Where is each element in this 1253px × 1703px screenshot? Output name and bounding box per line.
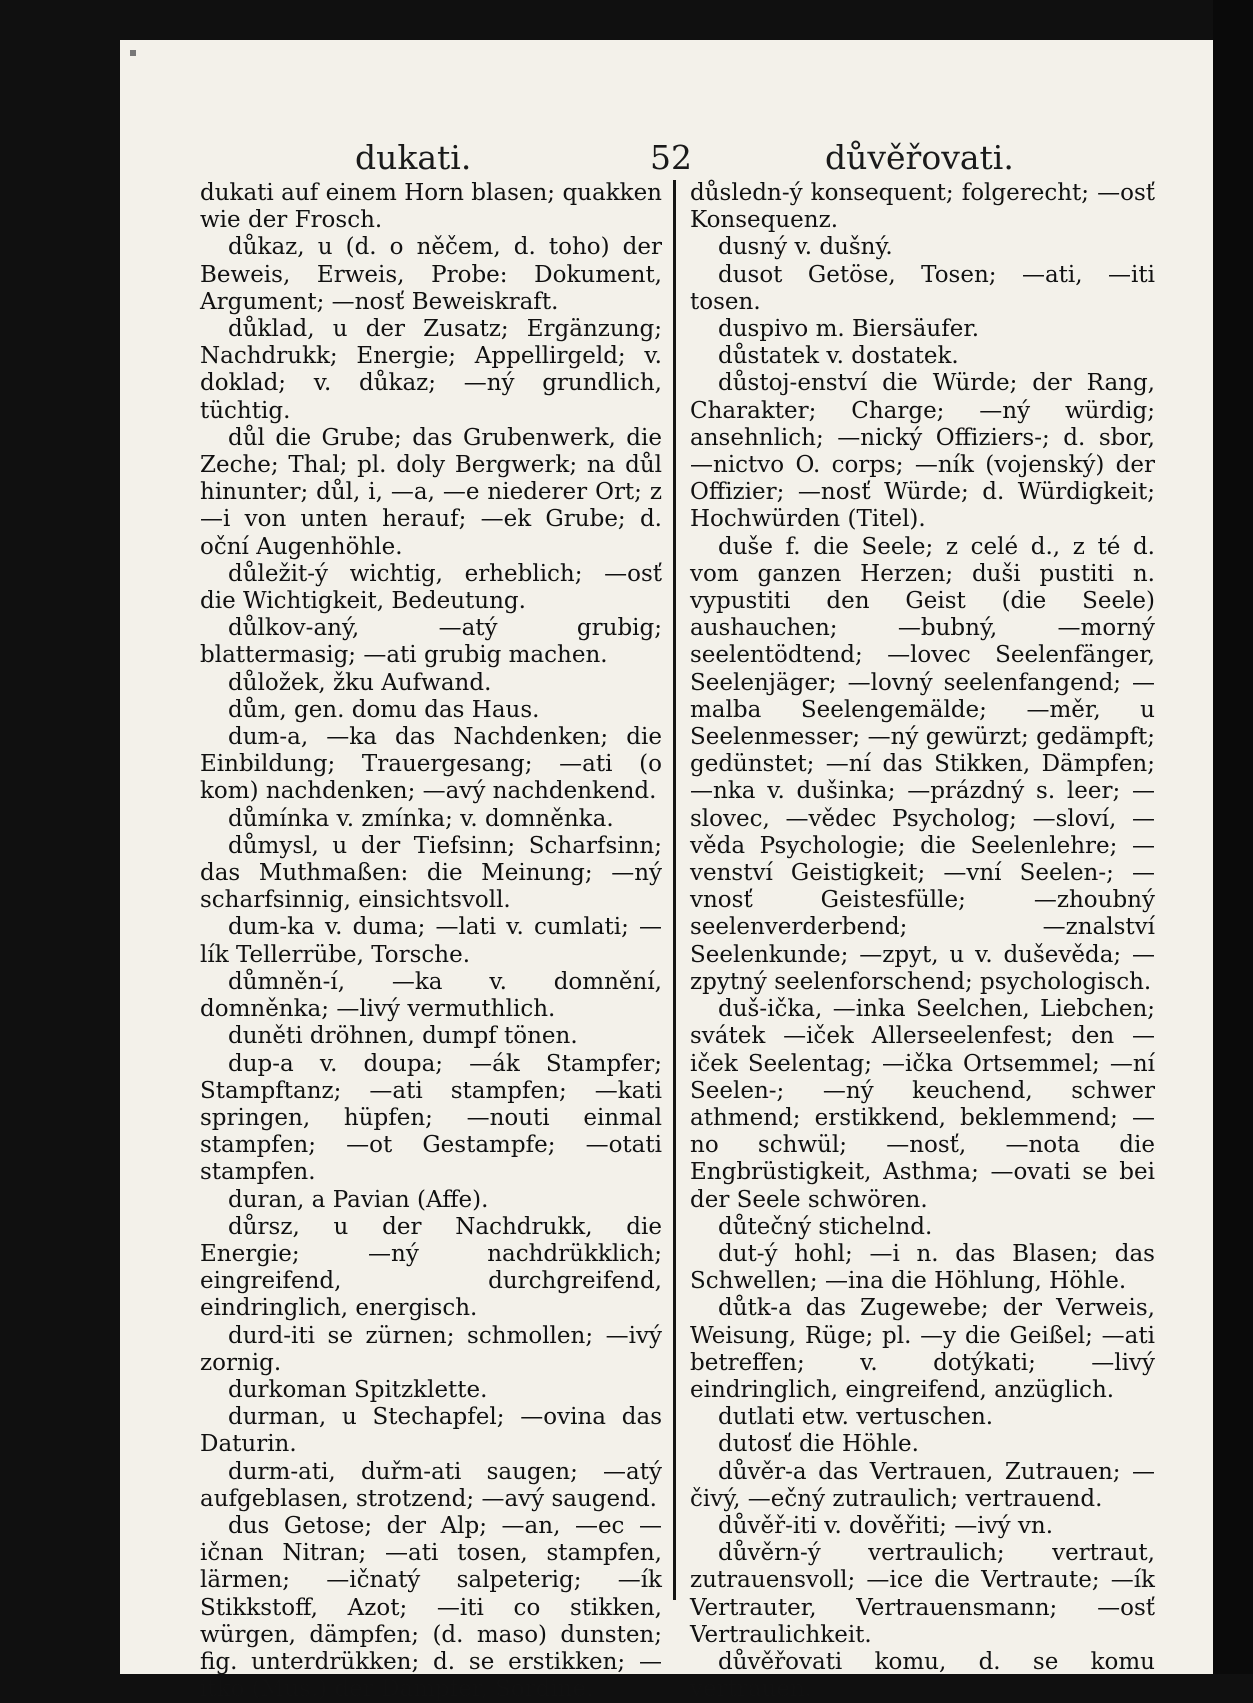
- dictionary-entry: durkoman Spitzklette.: [228, 1376, 488, 1403]
- dictionary-entry: důrsz, u der Nachdrukk, die Energie; —ný nachdrükklich; eingreifend, durchgreifend, eindringlich, energisch.: [200, 1213, 662, 1322]
- dictionary-entry: duš-ička, —inka Seelchen, Liebchen; svátek —iček Allerseelenfest; den —iček Seelentag; —ička Ortsemmel; —ní Seelen-; —ný keuchend, schwer athmend; erstikkend, beklemmend; —no schwül; —nosť, —nota die Engbrüstigkeit, Asthma; —ovati se bei der Seele schwören.: [690, 996, 1155, 1213]
- dictionary-entry: důmínka v. zmínka; v. domněnka.: [228, 805, 614, 832]
- header-right-guide-word: důvěřovati.: [825, 138, 1014, 177]
- dictionary-entry: dus Getose; der Alp; —an, —ec —ičnan Nitran; —ati tosen, stampfen, lärmen; —ičnatý salpeterig; —ík Stikkstoff, Azot; —iti co stikken, würgen, dämpfen; (d. maso) dunsten; fig. unterdrükken; d. se erstikken; —ítko (Mus.) der Dämpfer, Sordine.: [200, 1512, 662, 1703]
- dictionary-entry: důstoj-enství die Würde; der Rang, Charakter; Charge; —ný würdig; ansehnlich; —nický Offiziers-; d. sbor, —nictvo O. corps; —ník (vojenský) der Offizier; —nosť Würde; d. Würdigkeit; Hochwürden (Titel).: [690, 370, 1155, 533]
- dictionary-entry: důl die Grube; das Grubenwerk, die Zeche; Thal; pl. doly Bergwerk; na důl hinunter; důl, i, —a, —e niederer Ort; z —i von unten herauf; —ek Grube; d. oční Augenhöhle.: [200, 424, 662, 560]
- dictionary-entry: dum-ka v. duma; —lati v. cumlati; —lík Tellerrübe, Torsche.: [200, 914, 662, 968]
- dictionary-entry: durman, u Stechapfel; —ovina das Daturin.: [200, 1404, 662, 1458]
- dictionary-entry: duspivo m. Biersäufer.: [718, 316, 980, 343]
- dictionary-entry: duran, a Pavian (Affe).: [228, 1186, 489, 1213]
- scan-edge-shadow: [1213, 0, 1253, 1674]
- dictionary-entry: důmněn-í, —ka v. domnění, domněnka; —livý vermuthlich.: [200, 968, 662, 1023]
- text-columns: [120, 180, 1230, 1703]
- dictionary-page: [120, 40, 1230, 1703]
- dictionary-entry: důkaz, u (d. o něčem, d. toho) der Beweis, Erweis, Probe: Dokument, Argument; —nosť Beweiskraft.: [200, 234, 662, 315]
- left-column: [200, 180, 662, 1703]
- dictionary-entry: dum-a, —ka das Nachdenken; die Einbildung; Trauergesang; —ati (o kom) nachdenken; —avý nachdenkend.: [200, 724, 662, 805]
- dictionary-entry: duše f. die Seele; z celé d., z té d. vom ganzen Herzen; duši pustiti n. vypustiti den Geist (die Seele) aushauchen; —bubný, —morný seelentödtend; —lovec Seelenfänger, Seelenjäger; —lovný seelenfangend; —malba Seelengemälde; —měr, u Seelenmesser; —ný gewürzt; gedämpft; gedünstet; —ní das Stikken, Dämpfen; —nka v. dušinka; —prázdný s. leer; —slovec, —vědec Psycholog; —sloví, —věda Psychologie; die Seelenlehre; —venství Geistigkeit; —vní Seelen-; —vnosť Geistesfülle; —zhoubný seelenverderbend; —znalství Seelenkunde; —zpyt, u v. duševěda; —zpytný seelenforschend; psychologisch.: [690, 533, 1155, 995]
- dictionary-entry: dusot Getöse, Tosen; —ati, —iti tosen.: [690, 261, 1155, 315]
- page-number: 52: [650, 138, 692, 177]
- dictionary-entry: důvěr-a das Vertrauen, Zutrauen; —čivý, —ečný zutraulich; vertrauend.: [690, 1458, 1155, 1512]
- dictionary-entry: důvěřovati komu, d. se komu vertrauen.: [690, 1648, 1155, 1703]
- dictionary-entry: dusný v. dušný.: [718, 234, 893, 261]
- column-divider: [673, 180, 676, 1600]
- dictionary-entry: durm-ati, duřm-ati saugen; —atý aufgeblasen, strotzend; —avý saugend.: [200, 1458, 662, 1512]
- dictionary-entry: důložek, žku Aufwand.: [228, 669, 492, 696]
- dictionary-entry: dut-ý hohl; —i n. das Blasen; das Schwellen; —ina die Höhlung, Höhle.: [690, 1240, 1155, 1295]
- dictionary-entry: duněti dröhnen, dumpf tönen.: [228, 1023, 578, 1050]
- scan-speck: [130, 50, 136, 56]
- dictionary-entry: dutlati etw. vertuschen.: [718, 1404, 994, 1431]
- dictionary-entry: důvěř-iti v. dověřiti; —ivý vn.: [718, 1512, 1054, 1539]
- header-left-guide-word: dukati.: [355, 138, 472, 177]
- dictionary-entry: důmysl, u der Tiefsinn; Scharfsinn; das Muthmaßen: die Meinung; —ný scharfsinnig, einsichtsvoll.: [200, 832, 662, 914]
- dictionary-entry: durd-iti se zürnen; schmollen; —ivý zornig.: [200, 1322, 662, 1376]
- dictionary-entry: důtk-a das Zugewebe; der Verweis, Weisung, Rüge; pl. —y die Geißel; —ati betreffen; v. dotýkati; —livý eindringlich, eingreifend, anzüglich.: [690, 1295, 1155, 1403]
- dictionary-entry: důvěrn-ý vertraulich; vertraut, zutrauensvoll; —ice die Vertraute; —ík Vertrauter, Vertrauensmann; —osť Vertraulichkeit.: [690, 1540, 1155, 1648]
- right-column: [690, 180, 1155, 1703]
- dictionary-entry: důsledn-ý konsequent; folgerecht; —osť Konsequenz.: [690, 180, 1155, 234]
- dictionary-entry: důstatek v. dostatek.: [718, 343, 959, 370]
- dictionary-entry: důlkov-aný, —atý grubig; blattermasig; —ati grubig machen.: [200, 615, 662, 669]
- dictionary-entry: důklad, u der Zusatz; Ergänzung; Nachdrukk; Energie; Appellirgeld; v. doklad; v. důkaz; —ný grundlich, tüchtig.: [200, 316, 662, 424]
- dictionary-entry: dům, gen. domu das Haus.: [228, 696, 540, 723]
- dictionary-entry: důležit-ý wichtig, erheblich; —osť die Wichtigkeit, Bedeutung.: [200, 560, 662, 615]
- dictionary-entry: důtečný stichelnd.: [718, 1213, 933, 1240]
- dictionary-entry: dup-a v. doupa; —ák Stampfer; Stampftanz; —ati stampfen; —kati springen, hüpfen; —nouti einmal stampfen; —ot Gestampfe; —otati stampfen.: [200, 1050, 662, 1186]
- page-header: [120, 90, 1230, 177]
- dictionary-entry: dutosť die Höhle.: [718, 1431, 919, 1458]
- dictionary-entry: dukati auf einem Horn blasen; quakken wie der Frosch.: [200, 180, 662, 234]
